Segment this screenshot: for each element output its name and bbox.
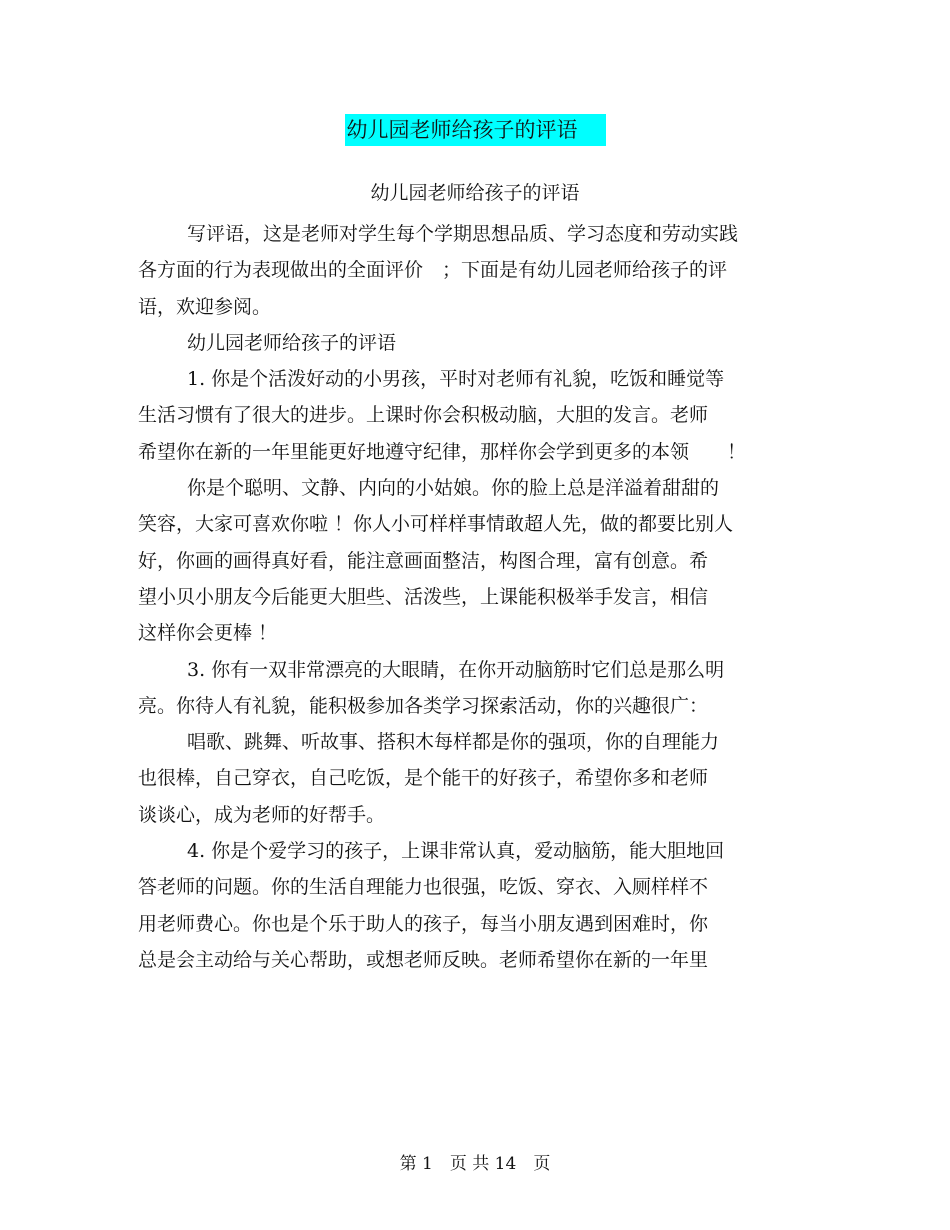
text-line: 笑容，大家可喜欢你啦 ！你人小可样样事情敢超人先，做的都要比别人 [138, 513, 734, 536]
text-line: 谈谈心，成为老师的好帮手。 [138, 803, 386, 826]
text-line: 希望你在新的一年里能更好地遵守纪律，那样你会学到更多的本领 ！ [138, 440, 747, 463]
page-footer: 第 1 页 共 14 页 [399, 1154, 551, 1174]
text-line: 亮。你待人有礼貌，能积极参加各类学习探索活动，你的兴趣很广： [138, 694, 709, 717]
text-line: 各方面的行为表现做出的全面评价 ；下面是有幼儿园老师给孩子的评 [138, 259, 728, 282]
text-line: 你是个聪明、文静、内向的小姑娘。你的脸上总是洋溢着甜甜的 [187, 477, 720, 500]
title-container [0, 114, 950, 146]
text-line: 好，你画的画得真好看，能注意画面整洁，构图合理，富有创意。希 [138, 549, 709, 572]
text-line: 3. 你有一双非常漂亮的大眼睛，在你开动脑筋时它们总是那么明 [187, 658, 725, 681]
document-body [138, 216, 798, 978]
text-line: 总是会主动给与关心帮助，或想老师反映。老师希望你在新的一年里 [138, 948, 709, 971]
text-line: 生活习惯有了很大的进步。上课时你会积极动脑，大胆的发言。老师 [138, 404, 709, 427]
text-line: 写评语，这是老师对学生每个学期思想品质、学习态度和劳动实践 [187, 223, 739, 245]
text-line: 唱歌、跳舞、听故事、搭积木每样都是你的强项，你的自理能力 [187, 731, 720, 754]
text-line: 4. 你是个爱学习的孩子，上课非常认真，爱动脑筋，能大胆地回 [187, 840, 725, 863]
text-line: 望小贝小朋友今后能更大胆些、活泼些，上课能积极举手发言，相信 [138, 585, 709, 608]
text-line: 也很棒，自己穿衣，自己吃饭，是个能干的好孩子，希望你多和老师 [138, 767, 709, 790]
text-line: 语，欢迎参阅。 [138, 295, 272, 318]
text-line: 答老师的问题。你的生活自理能力也很强，吃饭、穿衣、入厕样样不 [138, 876, 709, 899]
document-title: 幼儿园老师给孩子的评语 [345, 114, 606, 146]
text-line: 用老师费心。你也是个乐于助人的孩子，每当小朋友遇到困难时，你 [138, 912, 709, 935]
text-line: 幼儿园老师给孩子的评语 [187, 331, 397, 354]
text-line: 这样你会更棒 ！ [138, 622, 278, 645]
text-line: 1. 你是个活泼好动的小男孩，平时对老师有礼貌，吃饭和睡觉等 [187, 368, 725, 391]
document-subtitle: 幼儿园老师给孩子的评语 [370, 182, 580, 204]
